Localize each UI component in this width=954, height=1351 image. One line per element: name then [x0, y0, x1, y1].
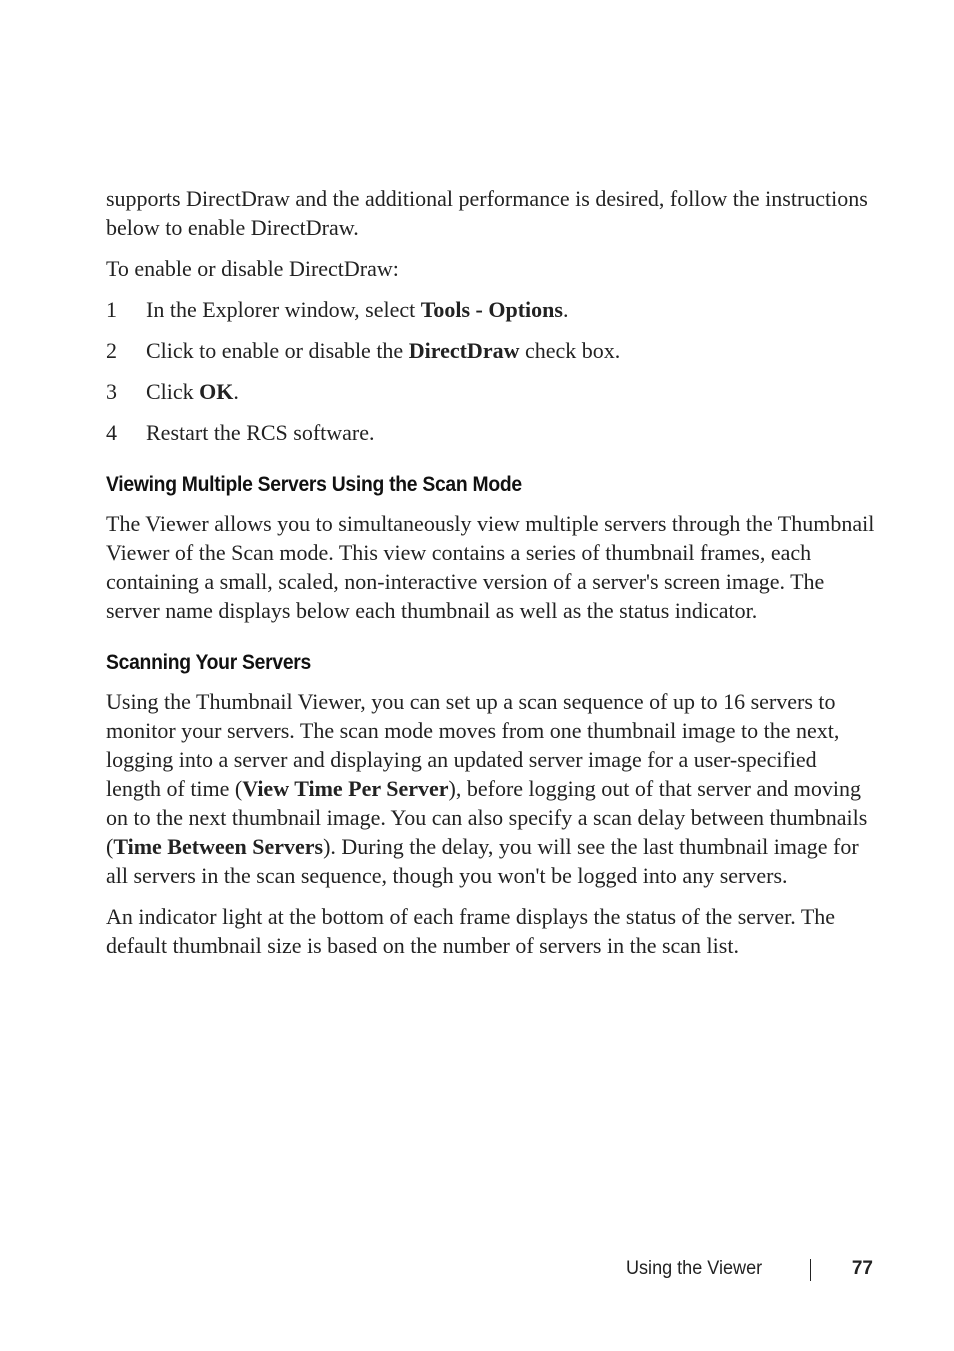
steps-intro: To enable or disable DirectDraw: [106, 256, 399, 281]
step-number: 3 [106, 379, 117, 404]
page-content [106, 184, 876, 972]
intro-paragraph: supports DirectDraw and the additional performance is desired, follow the instructions below to enable DirectDraw. [106, 186, 868, 240]
step-text: Click to enable or disable the DirectDraw check box. [146, 338, 621, 363]
list-item [106, 295, 876, 324]
setting-name: Time Between Servers [113, 834, 324, 859]
list-item [106, 418, 876, 447]
footer-section-title: Using the Viewer [626, 1258, 763, 1279]
menu-path: Tools - Options [420, 297, 563, 322]
step-number: 4 [106, 420, 117, 445]
footer-divider [810, 1259, 811, 1281]
setting-name: View Time Per Server [242, 776, 449, 801]
section-heading-scanning: Scanning Your Servers [106, 651, 312, 674]
indicator-paragraph: An indicator light at the bottom of each frame displays the status of the server. The default thumbnail size is based on the number of servers in the scan list. [106, 904, 836, 958]
button-name: OK [199, 379, 234, 404]
numbered-steps [106, 295, 876, 447]
step-number: 1 [106, 297, 117, 322]
step-text: Restart the RCS software. [146, 420, 375, 445]
step-number: 2 [106, 338, 117, 363]
step-text: Click OK. [146, 379, 239, 404]
list-item [106, 336, 876, 365]
scanning-paragraph: Using the Thumbnail Viewer, you can set up a scan sequence of up to 16 servers to monitor your servers. The scan mode moves from one thumbnail image to the next, logging into a server and displaying an updated server image for a user-specified length of time (View Time Per Server), before logging out of that server and moving on to the next thumbnail image. You can also specify a scan delay between thumbnails (Time Between Servers). During the delay, you will see the last thumbnail image for all servers in the scan sequence, though you won't be logged into any servers. [106, 689, 868, 888]
section-heading-scan-mode: Viewing Multiple Servers Using the Scan Mode [106, 473, 522, 496]
scan-mode-paragraph: The Viewer allows you to simultaneously view multiple servers through the Thumbnail Viewer of the Scan mode. This view contains a series of thumbnail frames, each containing a small, scaled, non-interactive version of a server's screen image. The server name displays below each thumbnail as well as the status indicator. [106, 511, 875, 623]
page-footer [626, 1258, 876, 1286]
page-number: 77 [851, 1258, 873, 1279]
list-item [106, 377, 876, 406]
step-text: In the Explorer window, select Tools - Options. [146, 297, 569, 322]
checkbox-name: DirectDraw [408, 338, 520, 363]
